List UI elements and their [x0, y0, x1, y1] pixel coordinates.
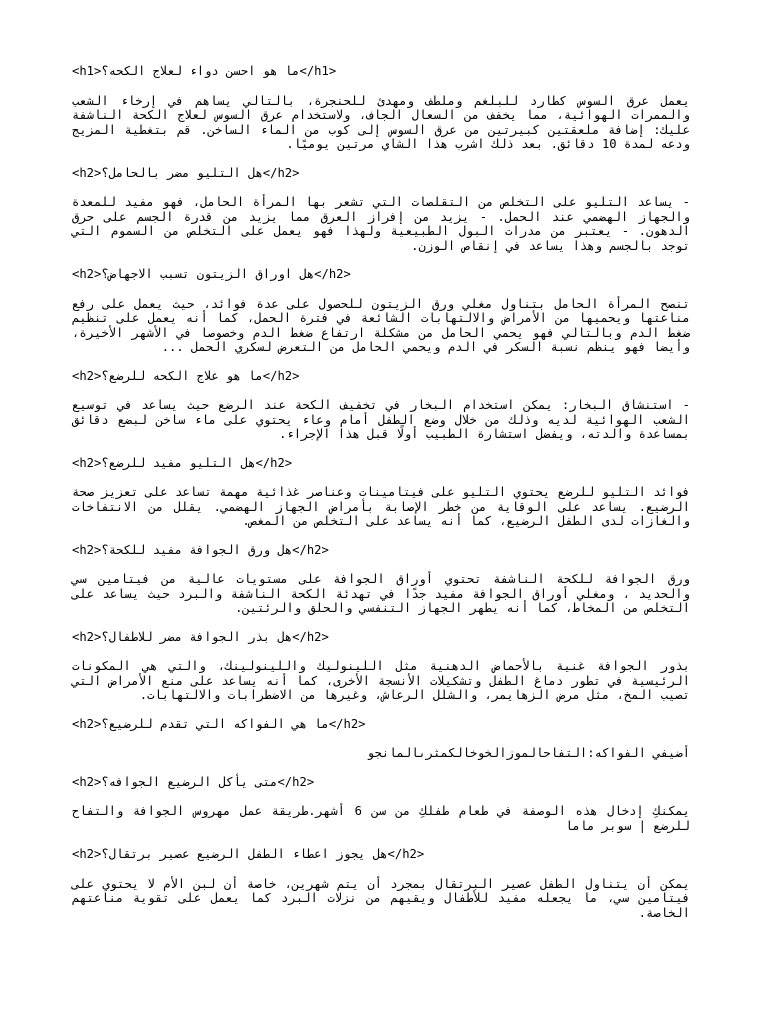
- question-heading: <h2>هل ورق الجوافة مفيد للكحة؟</h2>: [72, 542, 329, 557]
- question-heading: <h2>هل اوراق الزيتون تسبب الاجهاض؟</h2>: [72, 267, 351, 281]
- question-heading: <h2>ما هي الفواكه التي تقدم للرضيع؟</h2>: [72, 716, 366, 731]
- question-heading: <h2>هل التليو مفيد للرضع؟</h2>: [72, 455, 293, 470]
- question-heading: <h2>ما هو علاج الكحه للرضع؟</h2>: [72, 368, 300, 383]
- question-heading: <h2>هل التليو مضر بالحامل؟</h2>: [72, 165, 300, 180]
- answer-paragraph: بذور الجوافة غنية بالأحماض الدهنية مثل اللينوليك واللينولينك، والتي هي المكونات الرئيسية في تطور دماغ الطفل وتشكيلات الأنسجة الأخرى، كما أنه يساعد على منع الأمراض التي تصيب المخ، مثل مرض الزهايمر، والشلل الرعاش، وغيرها من الاضطرابات والالتهابات.: [72, 659, 690, 702]
- answer-paragraph: فوائد التليو للرضع يحتوي التليو على فيتامينات وعناصر غذائية مهمة تساعد على تعزيز صحة الرضيع. يساعد على الوقاية من خطر الإصابة بأمراض الجهاز الهضمي. يقلل من الانتفاخات والغازات لدى الطفل الرضيع، كما أنه يساعد على التخلص من المغص.: [72, 485, 690, 528]
- question-heading: <h2>متى يأكل الرضيع الجوافه؟</h2>: [72, 774, 315, 789]
- question-heading: <h2>هل بذر الجوافة مضر للاطفال؟</h2>: [72, 629, 329, 644]
- answer-paragraph: - استنشاق البخار: يمكن استخدام البخار في تخفيف الكحة عند الرضع حيث يساعد في توسيع الشعب الهوائية لديه وذلك من خلال وضع الطفل أمام وعاء يحتوي على ماء ساخن لبضع دقائق بمساعدة والدته، ويفضل استشارة الطبيب أولًا قبل هذا الإجراء.: [72, 398, 690, 441]
- answer-paragraph: ورق الجوافة للكحة الناشفة تحتوي أوراق الجوافة على مستويات عالية من فيتامين سي والحديد ، ومغلي أوراق الجوافة مفيد جدًا في تهدئة الكحة الناشفة والبرد حيث يساعد على التخلص من المخاط، كما أنه يطهر الجهاز التنفسي والحلق والرئتين.: [72, 572, 690, 615]
- question-heading: <h2>هل يجوز اعطاء الطفل الرضيع عصير برتقال؟</h2>: [72, 847, 425, 861]
- document-body: [72, 64, 690, 920]
- answer-paragraph: يمكن أن يتناول الطفل عصير البرتقال بمجرد أن يتم شهرين، خاصة أن لبن الأم لا يحتوي على فيتامين سي، ما يجعله مفيد للأطفال ويقيهم من نزلات البرد كما يعمل على تقوية مناعتهم الخاصة.: [72, 876, 690, 920]
- answer-paragraph: تنصح المرأة الحامل بتناول مغلي ورق الزيتون للحصول على عدة فوائد، حيث يعمل على رفع مناعتها ويحميها من الأمراض والالتهابات الشائعة في فترة الحمل، كما أنه يعمل على تنظيم ضغط الدم وبالتالي فهو يحمي الحامل من مشكلة ارتفاع ضغط الدم وخصوصا في الأشهر الأخيرة، وأيضا فهو ينظم نسبة السكر في الدم ويحمي الحامل من التعرض لسكري الحمل ...: [72, 296, 690, 354]
- page-title: <h1>ما هو احسن دواء لعلاج الكحه؟</h1>: [72, 64, 337, 78]
- answer-paragraph: يمكنكِ إدخال هذه الوصفة في طعام طفلكِ من سن 6 أشهر.طريقة عمل مهروس الجوافة والتفاح للرضع | سوبر ماما: [72, 804, 690, 833]
- answer-paragraph: - يساعد التليو على التخلص من التقلصات التي تشعر بها المرأة الحامل، فهو مفيد للمعدة والجهاز الهضمي عند الحمل. - يزيد من إفراز العرق مما يزيد من قدرة الجسم على حرق الدهون. - يعتبر من مدرات البول الطبيعية ولهذا فهو يعمل على التخلص من السموم التي توجد بالجسم وهذا يساعد في إنقاص الوزن.: [72, 195, 690, 253]
- answer-paragraph: أضيفي الفواكه:التفاحالموزالخوخالكمثرىالمانجو: [367, 746, 690, 760]
- answer-paragraph: يعمل عرق السوس كطارد للبلغم وملطف ومهدئ للحنجرة، بالتالي يساهم في إرخاء الشعب والممرات الهوائية، مما يخفف من السعال الجاف، ولاستخدام عرق السوس لعلاج الكحة الناشفة عليك: إضافة ملعقتين كبيرتين من عرق السوس إلى كوب من الماء الساخن. قم بتغطية المزيج ودعه لمدة 10 دقائق. بعد ذلك اشرب هذا الشاي مرتين يوميًا.: [72, 93, 690, 151]
